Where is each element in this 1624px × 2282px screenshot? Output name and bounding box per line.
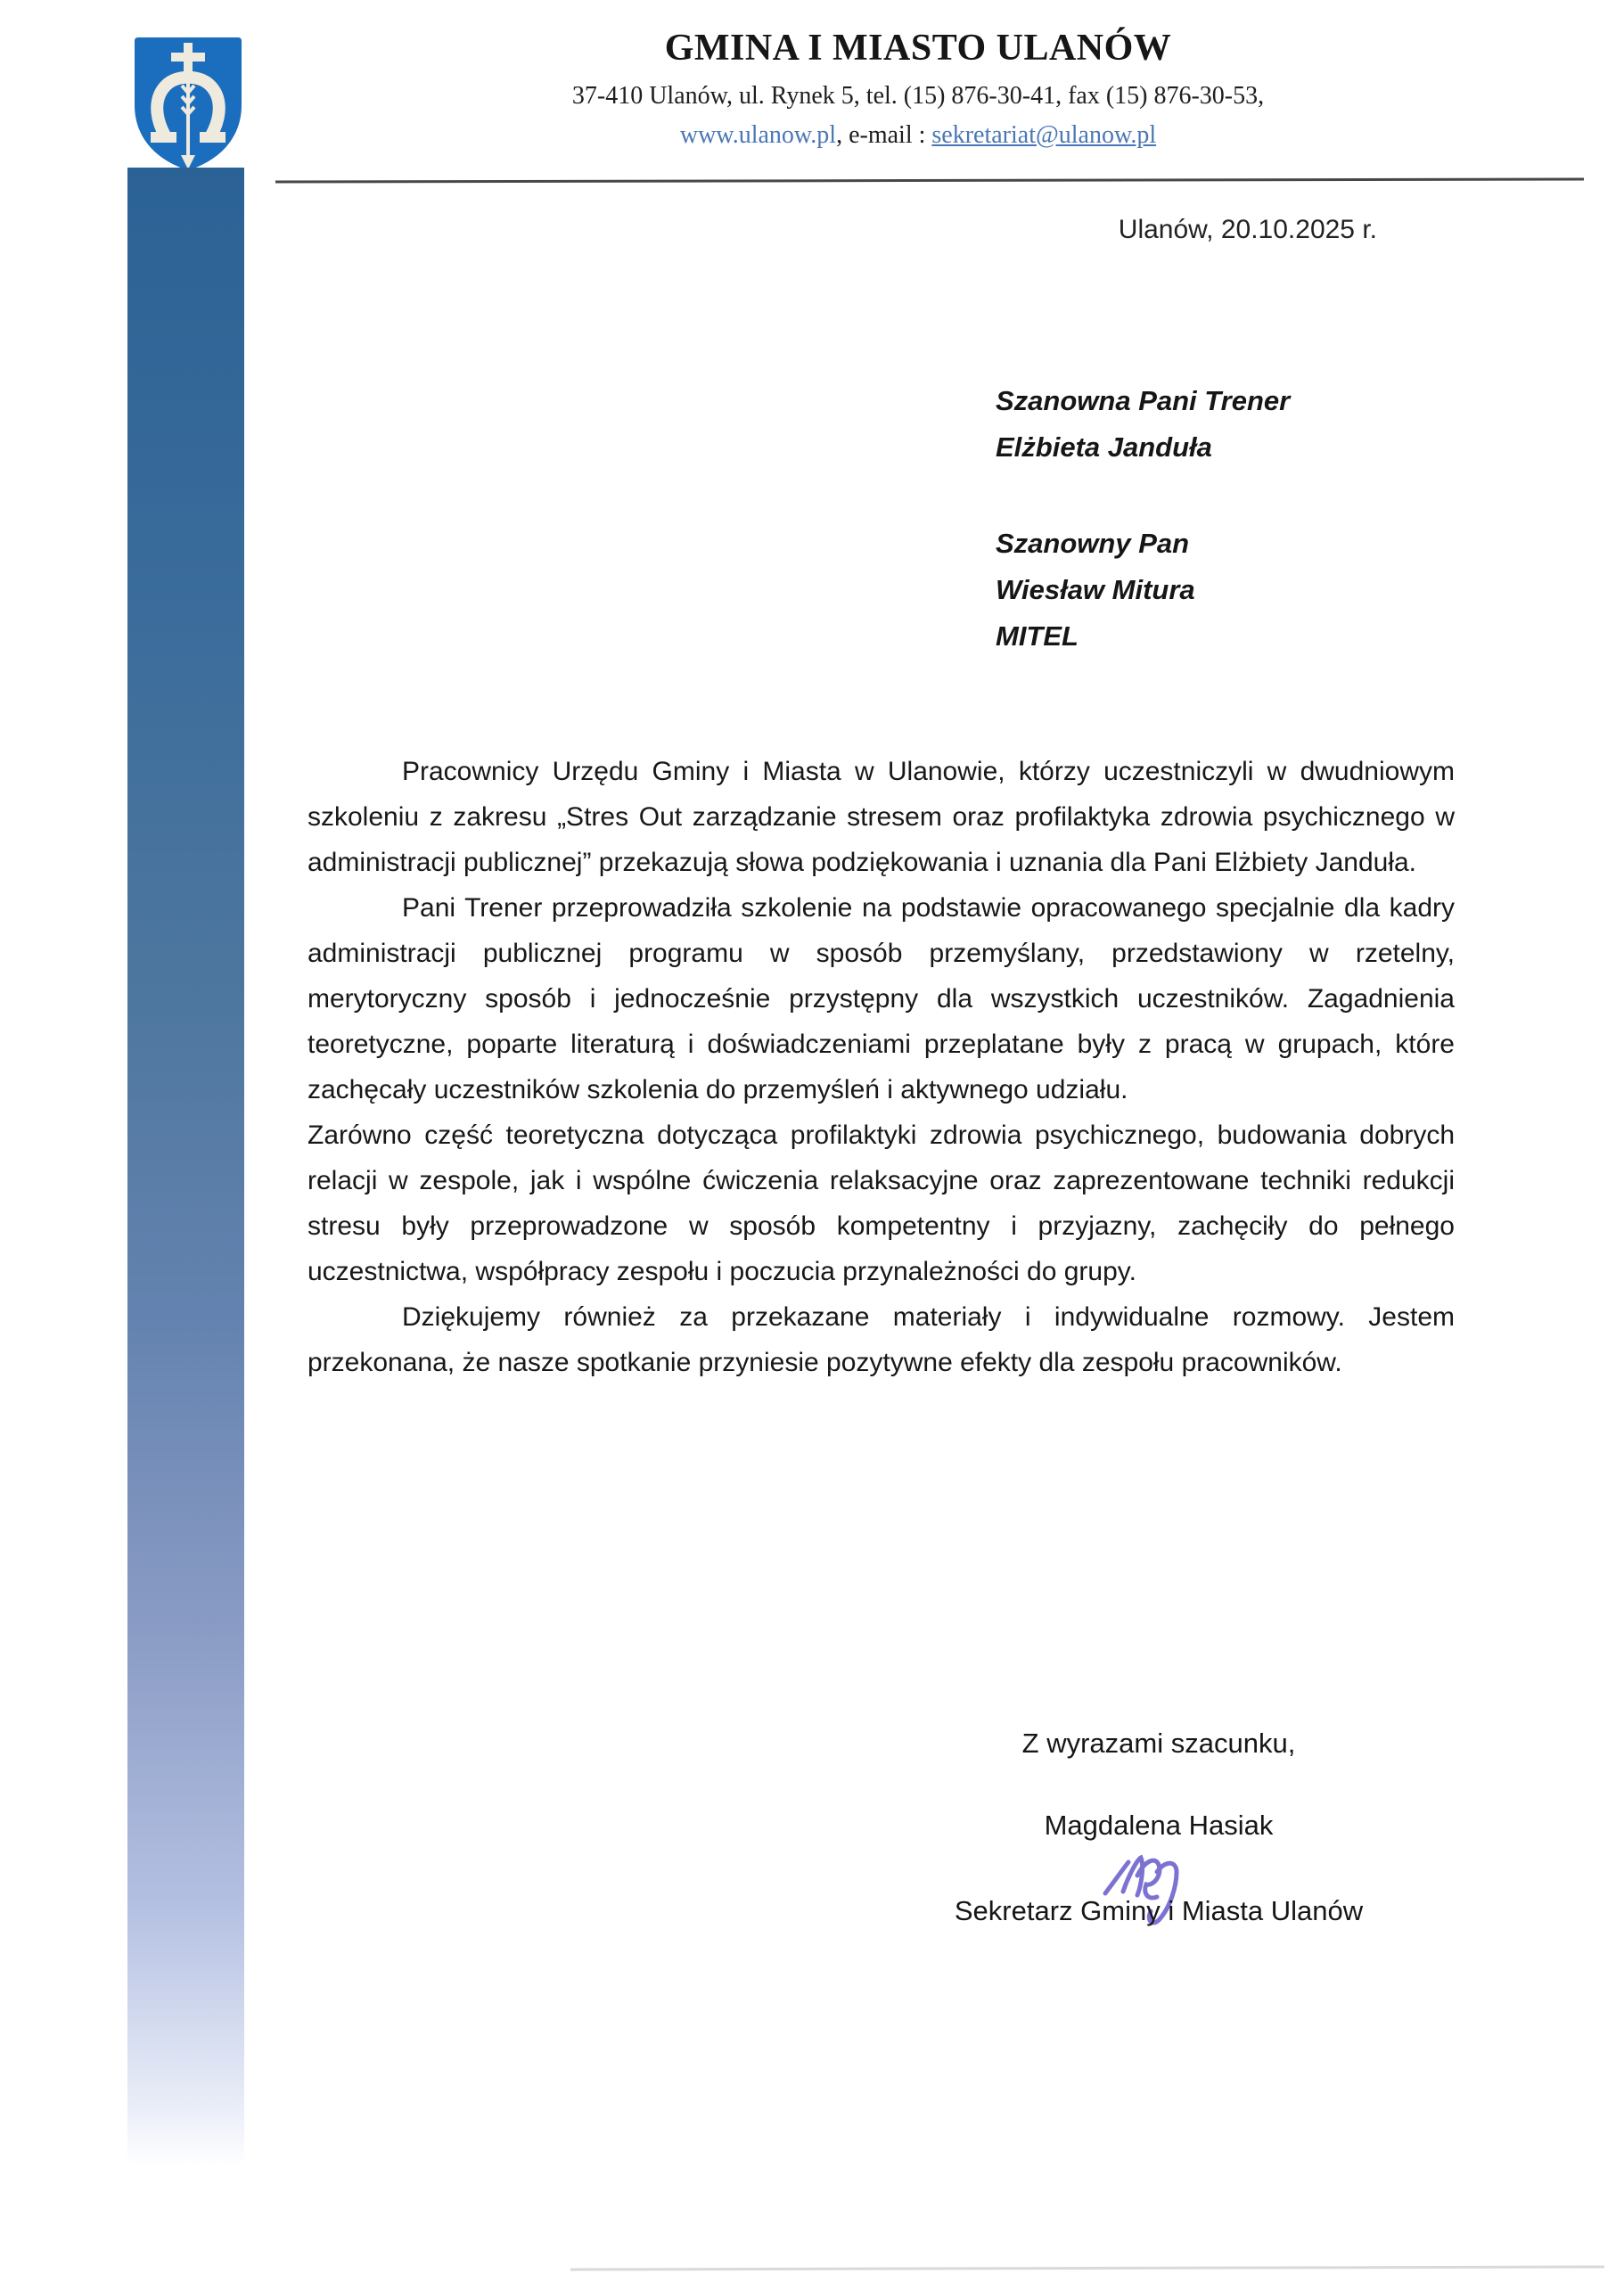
closing-salutation: Z wyrazami szacunku,	[1021, 1728, 1296, 1759]
body-paragraph: Pani Trener przeprowadziła szkolenie na podstawie opracowanego specjalnie dla kadry administracji publicznej programu w sposób przemyślany, przedstawiony w rzetelny, merytoryczny sposób i jednocześnie przystępny dla wszystkich uczestników. Zagadnienia teoretyczne, poparte literaturą i doświadczeniami przeplatane były z pracą w grupach, które zachęcały uczestników szkolenia do przemyśleń i aktywnego udziału.	[308, 893, 1455, 1104]
website-link: www.ulanow.pl	[679, 121, 837, 149]
left-gradient-bar	[127, 168, 244, 2166]
signer-name: Magdalena Hasiak	[1044, 1810, 1274, 1841]
email-label: , e-mail :	[836, 121, 932, 149]
date-line: Ulanów, 20.10.2025 r.	[1118, 215, 1377, 244]
address-line: 37-410 Ulanów, ul. Rynek 5, tel. (15) 876-30-41, fax (15) 876-30-53,	[571, 82, 1265, 110]
scan-artifact-line	[570, 2265, 1604, 2270]
letter-body	[308, 749, 1455, 1385]
closing-block	[909, 1728, 1408, 1927]
recipient-line: Szanowny Pan	[996, 528, 1190, 559]
body-paragraph: Zarówno część teoretyczna dotycząca profilaktyki zdrowia psychicznego, budowania dobrych relacji w zespole, jak i wspólne ćwiczenia relaksacyjne oraz zaprezentowane techniki redukcji stresu były przeprowadzone w sposób kompetentny i przyjazny, zachęciły do pełnego uczestnictwa, współpracy zespołu i poczucia przynależności do grupy.	[308, 1120, 1455, 1286]
body-paragraph: Dziękujemy również za przekazane materiały i indywidualne rozmowy. Jestem przekonana, że nasze spotkanie przyniesie pozytywne efekty dla zespołu pracowników.	[308, 1302, 1455, 1377]
signer-title: Sekretarz Gminy i Miasta Ulanów	[954, 1895, 1364, 1926]
organization-name: GMINA I MIASTO ULANÓW	[664, 28, 1172, 69]
contact-line	[212, 121, 1624, 150]
letterhead	[212, 27, 1624, 150]
recipient-line: Wiesław Mitura	[996, 574, 1195, 605]
recipient-line: Szanowna Pani Trener	[996, 385, 1291, 416]
recipient-block-2	[996, 521, 1495, 660]
recipient-line: Elżbieta Janduła	[996, 431, 1212, 463]
recipient-line: MITEL	[996, 620, 1079, 652]
recipient-block	[996, 378, 1495, 660]
email-link: sekretariat@ulanow.pl	[931, 121, 1157, 149]
body-paragraph: Pracownicy Urzędu Gminy i Miasta w Ulanowie, którzy uczestniczyli w dwudniowym szkoleniu z zakresu „Stres Out zarządzanie stresem oraz profilaktyka zdrowia psychicznego w administracji publicznej” przekazują słowa podziękowania i uznania dla Pani Elżbiety Janduła.	[308, 757, 1455, 877]
header-divider-line	[275, 177, 1584, 183]
